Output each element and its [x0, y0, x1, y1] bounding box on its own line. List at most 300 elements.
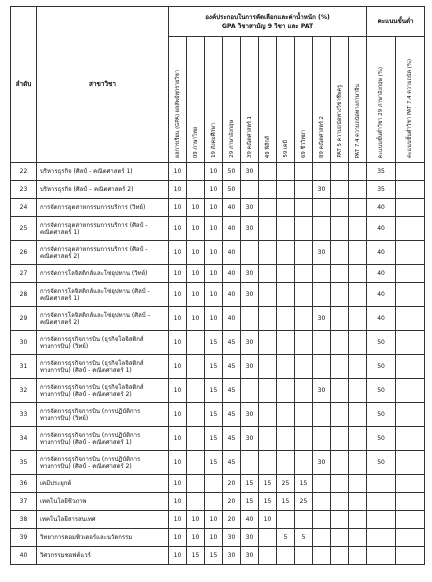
row-number: 33 — [11, 403, 37, 427]
weight-cell — [313, 163, 331, 181]
weight-cell — [277, 241, 295, 265]
weight-cell: 5 — [277, 529, 295, 547]
weight-cell — [349, 511, 367, 529]
major-name-line: การจัดการธุรกิจการบิน (การปฏิบัติการ — [40, 431, 141, 439]
subject-english-header — [223, 37, 241, 163]
weight-cell — [277, 163, 295, 181]
weight-group-subtitle: GPA วิชาสามัญ 9 วิชา และ PAT — [221, 22, 314, 30]
weight-cell — [331, 199, 349, 217]
weight-cell: 10 — [205, 307, 223, 331]
weight-cell — [295, 199, 313, 217]
weight-cell — [313, 331, 331, 355]
weight-cell — [295, 163, 313, 181]
weight-cell — [313, 547, 331, 565]
weight-cell: 40 — [223, 307, 241, 331]
weight-cell — [277, 403, 295, 427]
weight-cell — [313, 199, 331, 217]
weight-cell — [313, 427, 331, 451]
weight-cell — [349, 163, 367, 181]
weight-cell — [259, 265, 277, 283]
min-score-cell — [396, 217, 425, 241]
major-name — [37, 307, 169, 331]
major-name — [37, 403, 169, 427]
weight-cell: 15 — [205, 355, 223, 379]
min-score-cell — [396, 493, 425, 511]
weight-cell — [277, 331, 295, 355]
weight-cell — [259, 181, 277, 199]
weight-cell: 30 — [241, 427, 259, 451]
weight-cell: 40 — [241, 511, 259, 529]
major-name — [37, 331, 169, 355]
subject-header-label: 29 ภาษาอังกฤษ — [228, 120, 235, 158]
weight-cell: 15 — [205, 379, 223, 403]
weight-cell: 10 — [187, 283, 205, 307]
weight-cell — [295, 355, 313, 379]
min-score-cell — [396, 307, 425, 331]
min-score-cell — [396, 241, 425, 265]
weight-cell: 15 — [205, 427, 223, 451]
table-row — [11, 529, 425, 547]
weight-cell — [331, 217, 349, 241]
weight-cell: 45 — [223, 403, 241, 427]
min-score-cell — [367, 475, 396, 493]
weight-cell — [313, 355, 331, 379]
weight-cell — [331, 307, 349, 331]
major-name-line: วิศวกรรมซอฟต์แวร์ — [40, 552, 91, 559]
weight-cell: 10 — [169, 199, 187, 217]
min-score-cell — [396, 475, 425, 493]
weight-cell — [295, 307, 313, 331]
weight-cell — [259, 379, 277, 403]
major-name — [37, 217, 169, 241]
weight-cell: 40 — [223, 199, 241, 217]
weight-cell: 10 — [169, 475, 187, 493]
row-number: 40 — [11, 547, 37, 565]
weight-cell — [277, 217, 295, 241]
table-row — [11, 217, 425, 241]
weight-cell — [349, 493, 367, 511]
min-score-cell: 40 — [367, 283, 396, 307]
weight-cell — [295, 181, 313, 199]
weight-cell: 10 — [205, 529, 223, 547]
weight-cell — [349, 217, 367, 241]
subject-math1-header — [241, 37, 259, 163]
weight-cell — [259, 355, 277, 379]
weight-cell — [241, 181, 259, 199]
weight-cell: 50 — [223, 163, 241, 181]
weight-cell — [331, 529, 349, 547]
weight-cell — [313, 403, 331, 427]
major-name — [37, 493, 169, 511]
table-row — [11, 493, 425, 511]
min-score-cell — [396, 163, 425, 181]
weight-cell: 10 — [187, 217, 205, 241]
score-header-label: คะแนนขั้นต่ำวิชา PAT 7.4 ความถนัด (%) — [407, 59, 414, 158]
weight-cell: 30 — [241, 547, 259, 565]
weight-cell — [277, 427, 295, 451]
min-score-cell — [367, 529, 396, 547]
weight-cell — [205, 475, 223, 493]
major-name — [37, 163, 169, 181]
subject-header-label: 49 ฟิสิกส์ — [264, 135, 271, 158]
weight-cell — [187, 181, 205, 199]
major-name — [37, 355, 169, 379]
weight-cell: 10 — [169, 493, 187, 511]
weight-cell: 20 — [223, 475, 241, 493]
weight-cell — [331, 283, 349, 307]
weight-cell — [277, 265, 295, 283]
major-name — [37, 241, 169, 265]
weight-cell: 30 — [313, 451, 331, 475]
weight-cell — [277, 379, 295, 403]
weight-cell — [313, 529, 331, 547]
weight-cell — [259, 241, 277, 265]
major-name — [37, 181, 169, 199]
min-score-cell — [367, 547, 396, 565]
major-name — [37, 511, 169, 529]
subject-pat74-header — [349, 37, 367, 163]
weight-cell — [277, 199, 295, 217]
weight-cell — [259, 307, 277, 331]
major-name-line: การจัดการอุตสาหกรรมการบริการ (ศิลป์ - — [40, 245, 148, 253]
min-score-english-header — [367, 37, 396, 163]
weight-cell: 30 — [241, 217, 259, 241]
major-name — [37, 379, 169, 403]
subject-header-label: PAT 7.4 ความถนัดทางภาษาจีน — [354, 83, 361, 158]
min-score-cell: 50 — [367, 451, 396, 475]
subject-header-label: PAT 5 ความถนัดทางวิชาชีพครู — [336, 85, 343, 158]
weight-cell: 30 — [241, 163, 259, 181]
weight-cell: 15 — [205, 547, 223, 565]
weight-cell — [349, 475, 367, 493]
weight-cell: 15 — [259, 493, 277, 511]
weight-cell: 15 — [277, 493, 295, 511]
major-name-line: เทคโนโลยีชีวภาพ — [40, 498, 87, 505]
weight-cell: 10 — [169, 355, 187, 379]
weight-cell — [277, 283, 295, 307]
weight-cell: 10 — [169, 547, 187, 565]
weight-cell — [187, 379, 205, 403]
weight-cell — [241, 451, 259, 475]
major-name-line: คณิตศาสตร์ 2) — [40, 318, 80, 326]
min-score-cell: 35 — [367, 181, 396, 199]
weight-cell: 45 — [223, 451, 241, 475]
min-score-cell: 35 — [367, 163, 396, 181]
major-name-line: คณิตศาสตร์ 1) — [40, 294, 80, 302]
weight-cell — [349, 241, 367, 265]
min-score-cell — [396, 427, 425, 451]
subject-header-label: 39 คณิตศาสตร์ 1 — [246, 116, 253, 158]
criteria-table — [10, 6, 425, 565]
weight-cell: 10 — [169, 241, 187, 265]
weight-cell: 15 — [205, 331, 223, 355]
weight-cell — [295, 331, 313, 355]
row-number: 29 — [11, 307, 37, 331]
subject-social-header — [205, 37, 223, 163]
major-name-line: การจัดการโลจิสติกส์และโซ่อุปทาน (ศิลป์ – — [40, 311, 151, 319]
table-row — [11, 355, 425, 379]
weight-cell: 10 — [205, 163, 223, 181]
table-row — [11, 181, 425, 199]
weight-cell: 10 — [169, 307, 187, 331]
major-name — [37, 529, 169, 547]
weight-cell — [277, 307, 295, 331]
weight-cell: 30 — [241, 403, 259, 427]
weight-group-title: องค์ประกอบในการคัดเลือกและค่าน้ำหนัก (%) — [205, 13, 330, 21]
weight-cell — [295, 283, 313, 307]
table-row — [11, 199, 425, 217]
major-name-line: การจัดการธุรกิจการบิน (ธุรกิจโลจิสติกส์ — [40, 383, 144, 391]
table-row — [11, 265, 425, 283]
weight-cell: 40 — [223, 217, 241, 241]
major-name-line: บริหารธุรกิจ (ศิลป์ - คณิตศาสตร์ 1) — [40, 168, 133, 175]
row-number: 26 — [11, 241, 37, 265]
weight-cell: 45 — [223, 379, 241, 403]
min-score-pat74-header — [396, 37, 425, 163]
weight-cell — [331, 511, 349, 529]
weight-cell: 30 — [313, 181, 331, 199]
weight-cell: 30 — [241, 529, 259, 547]
weight-cell — [313, 511, 331, 529]
weight-cell — [277, 181, 295, 199]
weight-cell: 10 — [169, 379, 187, 403]
weight-cell: 15 — [241, 475, 259, 493]
weight-cell — [349, 547, 367, 565]
table-row — [11, 283, 425, 307]
weight-cell — [259, 199, 277, 217]
weight-cell: 15 — [187, 547, 205, 565]
min-score-cell — [396, 331, 425, 355]
weight-cell — [313, 265, 331, 283]
weight-cell: 15 — [295, 475, 313, 493]
weight-cell: 10 — [205, 181, 223, 199]
min-score-cell: 50 — [367, 331, 396, 355]
weight-cell: 15 — [205, 403, 223, 427]
row-number: 30 — [11, 331, 37, 355]
col-no-header: ลำดับ — [11, 7, 37, 163]
weight-cell — [331, 403, 349, 427]
weight-cell — [277, 355, 295, 379]
weight-cell — [331, 163, 349, 181]
weight-cell — [331, 241, 349, 265]
major-name — [37, 199, 169, 217]
table-row — [11, 163, 425, 181]
weight-cell — [313, 283, 331, 307]
subject-pat5-header — [331, 37, 349, 163]
weight-cell — [259, 547, 277, 565]
major-name-line: ทางการบิน) (ศิลป์ - คณิตศาสตร์ 2) — [40, 390, 132, 398]
weight-cell: 10 — [187, 307, 205, 331]
weight-cell: 10 — [187, 199, 205, 217]
weight-cell: 10 — [169, 163, 187, 181]
table-row — [11, 307, 425, 331]
table-row — [11, 427, 425, 451]
weight-cell — [259, 331, 277, 355]
weight-cell — [241, 379, 259, 403]
min-score-cell — [396, 403, 425, 427]
weight-cell — [313, 493, 331, 511]
weight-cell — [241, 241, 259, 265]
major-name-line: วิทยาการคอมพิวเตอร์และนวัตกรรม — [40, 534, 133, 541]
weight-cell — [331, 493, 349, 511]
weight-cell — [295, 217, 313, 241]
weight-cell: 10 — [205, 265, 223, 283]
weight-cell: 10 — [187, 529, 205, 547]
weight-cell: 30 — [223, 529, 241, 547]
row-number: 36 — [11, 475, 37, 493]
weight-cell: 10 — [169, 265, 187, 283]
weight-cell — [349, 427, 367, 451]
row-number: 34 — [11, 427, 37, 451]
table-row — [11, 451, 425, 475]
weight-cell: 10 — [169, 283, 187, 307]
weight-cell — [259, 217, 277, 241]
min-score-cell — [396, 529, 425, 547]
major-name-line: การจัดการอุตสาหกรรมการบริการ (ศิลป์ - — [40, 221, 148, 229]
weight-cell — [295, 427, 313, 451]
weight-cell: 10 — [169, 217, 187, 241]
row-number: 27 — [11, 265, 37, 283]
min-score-cell — [396, 283, 425, 307]
table-row — [11, 241, 425, 265]
min-score-cell — [367, 493, 396, 511]
subject-gpa-header — [169, 37, 187, 163]
weight-cell: 15 — [205, 451, 223, 475]
table-row — [11, 511, 425, 529]
major-name-line: เทคโนโลยีสารสนเทศ — [40, 516, 96, 523]
row-number: 31 — [11, 355, 37, 379]
major-name — [37, 283, 169, 307]
subject-bio-header — [295, 37, 313, 163]
major-name-line: ทางการบิน) (ศิลป์ - คณิตศาสตร์ 1) — [40, 366, 132, 374]
subject-header-label: 19 สังคมศึกษา — [210, 123, 217, 158]
row-number: 39 — [11, 529, 37, 547]
weight-cell — [187, 427, 205, 451]
weight-cell: 10 — [169, 451, 187, 475]
weight-cell — [331, 547, 349, 565]
weight-cell: 30 — [223, 547, 241, 565]
weight-cell — [277, 511, 295, 529]
weight-cell: 20 — [223, 493, 241, 511]
major-name-line: คณิตศาสตร์ 1) — [40, 228, 80, 236]
major-name-line: การจัดการธุรกิจการบิน (ธุรกิจโลจิสติกส์ — [40, 359, 144, 367]
subject-physics-header — [259, 37, 277, 163]
table-row — [11, 475, 425, 493]
min-score-cell — [396, 199, 425, 217]
weight-cell: 45 — [223, 427, 241, 451]
row-number: 38 — [11, 511, 37, 529]
row-number: 24 — [11, 199, 37, 217]
weight-cell — [187, 355, 205, 379]
weight-cell: 10 — [169, 331, 187, 355]
subject-math2-header — [313, 37, 331, 163]
major-name — [37, 451, 169, 475]
major-name-line: การจัดการอุตสาหกรรมการบริการ (วิทย์) — [40, 204, 146, 211]
weight-cell: 15 — [241, 493, 259, 511]
min-score-cell — [367, 511, 396, 529]
weight-cell: 30 — [313, 307, 331, 331]
weight-cell — [259, 163, 277, 181]
weight-cell: 10 — [259, 511, 277, 529]
min-score-cell: 40 — [367, 265, 396, 283]
weight-cell — [259, 451, 277, 475]
major-name-line: ทางการบิน) (วิทย์) — [40, 342, 89, 350]
subject-header-label: 89 คณิตศาสตร์ 2 — [318, 116, 325, 158]
major-name-line: ทางการบิน) (ศิลป์ - คณิตศาสตร์ 2) — [40, 462, 132, 470]
min-score-cell: 40 — [367, 217, 396, 241]
row-number: 23 — [11, 181, 37, 199]
row-number: 22 — [11, 163, 37, 181]
row-number: 37 — [11, 493, 37, 511]
major-name-line: ทางการบิน) (วิทย์) — [40, 414, 89, 422]
weight-cell: 10 — [187, 511, 205, 529]
weight-cell — [295, 379, 313, 403]
min-score-cell — [396, 451, 425, 475]
weight-cell: 45 — [223, 331, 241, 355]
major-name-line: ทางการบิน) (ศิลป์ - คณิตศาสตร์ 1) — [40, 438, 132, 446]
major-name-line: การจัดการโลจิสติกส์และโซ่อุปทาน (ศิลป์ - — [40, 287, 150, 295]
weight-cell: 10 — [205, 199, 223, 217]
weight-cell: 30 — [241, 265, 259, 283]
weight-cell — [277, 547, 295, 565]
weight-cell — [349, 529, 367, 547]
weight-cell — [349, 451, 367, 475]
weight-cell: 10 — [205, 217, 223, 241]
weight-cell: 30 — [241, 331, 259, 355]
weight-cell: 25 — [277, 475, 295, 493]
weight-cell: 10 — [205, 511, 223, 529]
weight-cell — [331, 427, 349, 451]
weight-cell — [295, 451, 313, 475]
min-score-cell: 40 — [367, 307, 396, 331]
weight-cell: 10 — [187, 241, 205, 265]
weight-cell — [295, 547, 313, 565]
table-row — [11, 379, 425, 403]
weight-cell — [187, 451, 205, 475]
row-number: 35 — [11, 451, 37, 475]
weight-cell — [187, 403, 205, 427]
weight-cell: 40 — [223, 241, 241, 265]
major-name — [37, 265, 169, 283]
weight-cell: 30 — [241, 355, 259, 379]
weight-cell — [205, 493, 223, 511]
weight-cell: 30 — [313, 379, 331, 403]
weight-cell — [349, 181, 367, 199]
min-score-cell: 50 — [367, 355, 396, 379]
weight-cell: 15 — [259, 475, 277, 493]
weight-cell: 40 — [223, 265, 241, 283]
weight-cell — [187, 331, 205, 355]
min-score-cell — [396, 547, 425, 565]
weight-cell: 25 — [295, 493, 313, 511]
weight-cell: 10 — [187, 265, 205, 283]
weight-cell: 10 — [169, 403, 187, 427]
major-name-line: การจัดการโลจิสติกส์และโซ่อุปทาน (วิทย์) — [40, 270, 148, 277]
row-number: 32 — [11, 379, 37, 403]
min-score-cell: 50 — [367, 379, 396, 403]
weight-cell: 10 — [169, 529, 187, 547]
weight-cell — [331, 475, 349, 493]
subject-thai-header — [187, 37, 205, 163]
min-score-cell — [396, 181, 425, 199]
weight-cell — [349, 355, 367, 379]
col-major-header: สาขาวิชา — [37, 7, 169, 163]
weight-cell — [259, 427, 277, 451]
weight-cell — [295, 403, 313, 427]
subject-header-label: ผลการเรียน (GPA) ผลลัพธ์ทุกรายวิชา — [174, 70, 181, 158]
weight-cell — [349, 283, 367, 307]
weight-cell — [295, 265, 313, 283]
